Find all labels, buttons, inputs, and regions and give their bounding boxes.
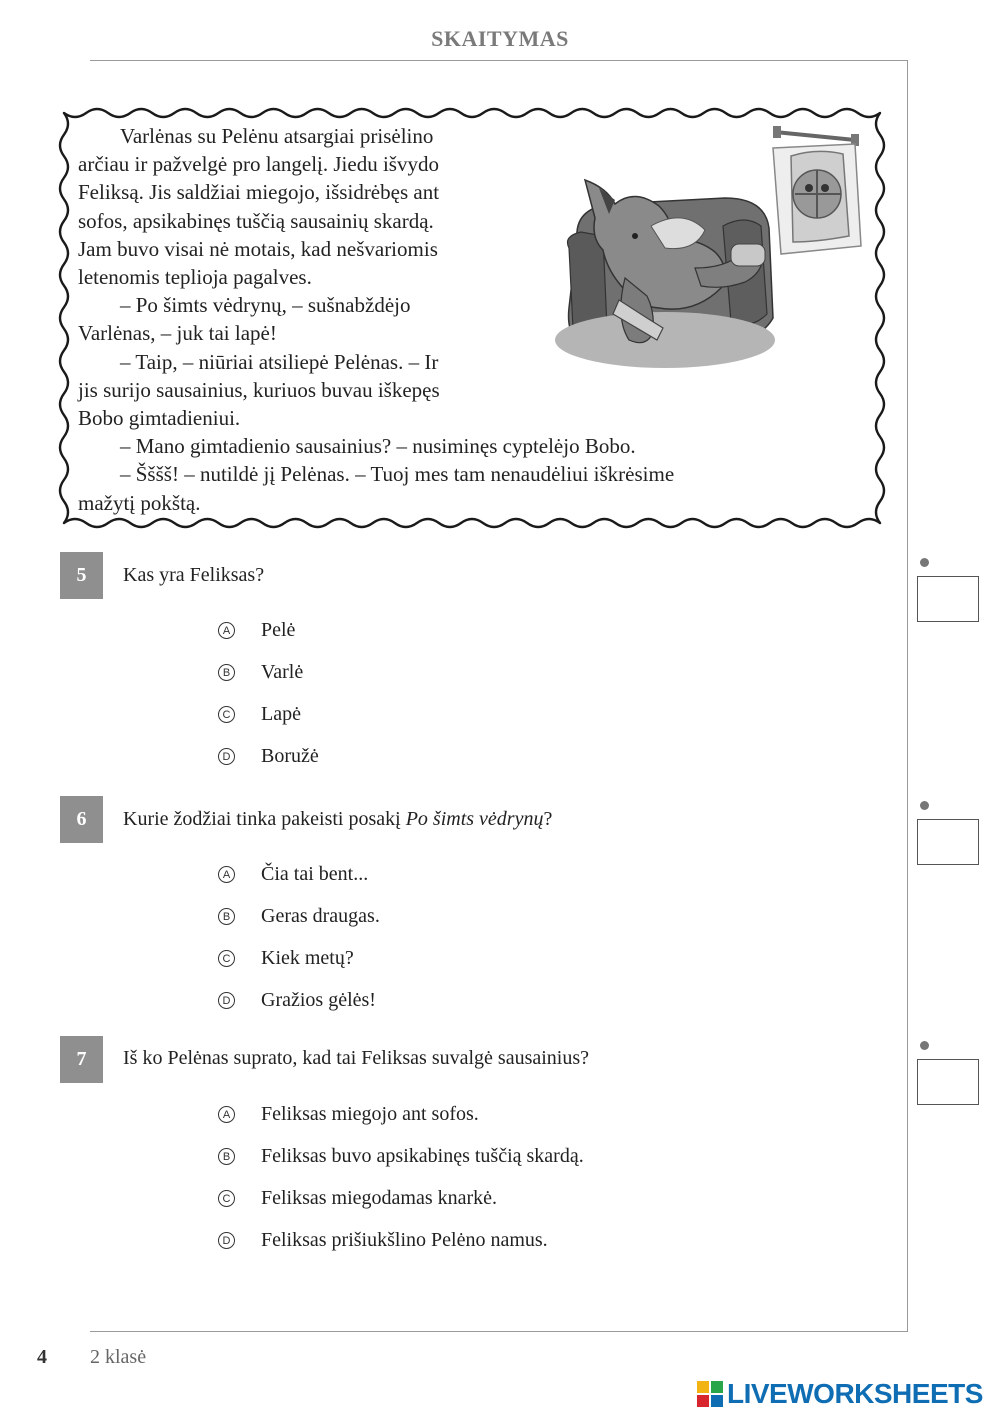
option-text: Feliksas buvo apsikabinęs tuščią skardą.	[261, 1145, 584, 1167]
question-text: Kas yra Feliksas?	[123, 564, 265, 586]
question-number-badge: 7	[60, 1036, 103, 1083]
answer-option-b[interactable]	[218, 661, 303, 684]
story-line: – Po šimts vėdrynų, – sušnabždėjo	[120, 293, 411, 318]
story-line: Jam buvo visai nė motais, kad nešvariomis	[78, 236, 438, 261]
right-margin-line	[907, 60, 908, 1332]
option-letter-c[interactable]: C	[218, 950, 235, 967]
option-letter-a[interactable]: A	[218, 1106, 235, 1123]
question-text: Iš ko Pelėnas suprato, kad tai Feliksas suvalgė sausainius?	[123, 1047, 590, 1069]
option-text: Geras draugas.	[261, 905, 380, 927]
liveworksheets-logo-icon	[697, 1381, 723, 1407]
story-line: Bobo gimtadieniui.	[78, 406, 241, 431]
option-text: Feliksas miegodamas knarkė.	[261, 1187, 498, 1209]
logo-text: LIVEWORKSHEETS	[727, 1378, 983, 1409]
question-text-italic: Po šimts vėdrynų	[405, 808, 544, 830]
option-text: Čia tai bent...	[261, 863, 369, 885]
option-text: Feliksas miegojo ant sofos.	[261, 1103, 479, 1125]
option-letter-c[interactable]: C	[218, 1190, 235, 1207]
section-title: SKAITYMAS	[431, 26, 569, 51]
question-text	[123, 808, 552, 831]
answer-option-c[interactable]	[218, 1187, 497, 1210]
option-text: Varlė	[261, 661, 304, 683]
option-text: Lapė	[261, 703, 301, 725]
question-number-badge: 6	[60, 796, 103, 843]
answer-option-d[interactable]	[218, 745, 319, 768]
grade-label: 2 klasė	[90, 1346, 147, 1368]
answer-option-a[interactable]	[218, 863, 368, 886]
story-line: mažytį pokštą.	[78, 490, 201, 515]
option-text: Kiek metų?	[261, 947, 354, 969]
liveworksheets-logo[interactable]	[697, 1378, 983, 1410]
answer-option-b[interactable]	[218, 905, 380, 928]
story-line: letenomis teplioja pagalves.	[78, 265, 312, 290]
story-line: – Taip, – niūriai atsiliepė Pelėnas. – Ir	[120, 349, 439, 374]
option-text: Boružė	[261, 745, 319, 767]
answer-option-d[interactable]	[218, 1229, 548, 1252]
answer-option-c[interactable]	[218, 703, 301, 726]
option-letter-c[interactable]: C	[218, 706, 235, 723]
answer-box-q6[interactable]	[917, 819, 979, 865]
option-letter-d[interactable]: D	[218, 748, 235, 765]
bottom-divider	[90, 1331, 908, 1332]
score-dot	[920, 801, 929, 810]
question-text-start: Kurie žodžiai tinka pakeisti posakį	[123, 808, 406, 830]
option-letter-a[interactable]: A	[218, 622, 235, 639]
option-letter-b[interactable]: B	[218, 1148, 235, 1165]
story-line: arčiau ir pažvelgė pro langelį. Jiedu išvydo	[78, 152, 439, 177]
answer-option-b[interactable]	[218, 1145, 584, 1168]
fox-sleeping-illustration	[555, 118, 885, 383]
story-line: sofos, apsikabinęs tuščią sausainių skardą.	[78, 208, 434, 233]
option-letter-b[interactable]: B	[218, 908, 235, 925]
option-letter-a[interactable]: A	[218, 866, 235, 883]
story-line: – Šššš! – nutildė jį Pelėnas. – Tuoj mes tam nenaudėliui iškrėsime	[120, 462, 675, 487]
top-divider	[90, 60, 908, 61]
option-text: Feliksas prišiukšlino Pelėno namus.	[261, 1229, 548, 1251]
story-line: Feliksą. Jis saldžiai miegojo, išsidrėbęs ant	[78, 180, 440, 205]
answer-option-a[interactable]	[218, 619, 295, 642]
story-line: jis surijo sausainius, kuriuos buvau iškepęs	[78, 377, 440, 402]
page-number: 4	[37, 1346, 47, 1368]
option-text: Pelė	[261, 619, 296, 641]
score-dot	[920, 1041, 929, 1050]
answer-option-a[interactable]	[218, 1103, 479, 1126]
answer-option-d[interactable]	[218, 989, 376, 1012]
score-dot	[920, 558, 929, 567]
question-number-badge: 5	[60, 552, 103, 599]
option-letter-d[interactable]: D	[218, 1232, 235, 1249]
story-line: – Mano gimtadienio sausainius? – nusiminęs cyptelėjo Bobo.	[120, 434, 636, 459]
story-line: Varlėnas su Pelėnu atsargiai prisėlino	[120, 124, 434, 148]
option-letter-d[interactable]: D	[218, 992, 235, 1009]
answer-box-q7[interactable]	[917, 1059, 979, 1105]
answer-option-c[interactable]	[218, 947, 354, 970]
question-text-end: ?	[543, 808, 553, 830]
story-line: Varlėnas, – juk tai lapė!	[78, 321, 277, 346]
option-letter-b[interactable]: B	[218, 664, 235, 681]
option-text: Gražios gėlės!	[261, 989, 376, 1011]
answer-box-q5[interactable]	[917, 576, 979, 622]
